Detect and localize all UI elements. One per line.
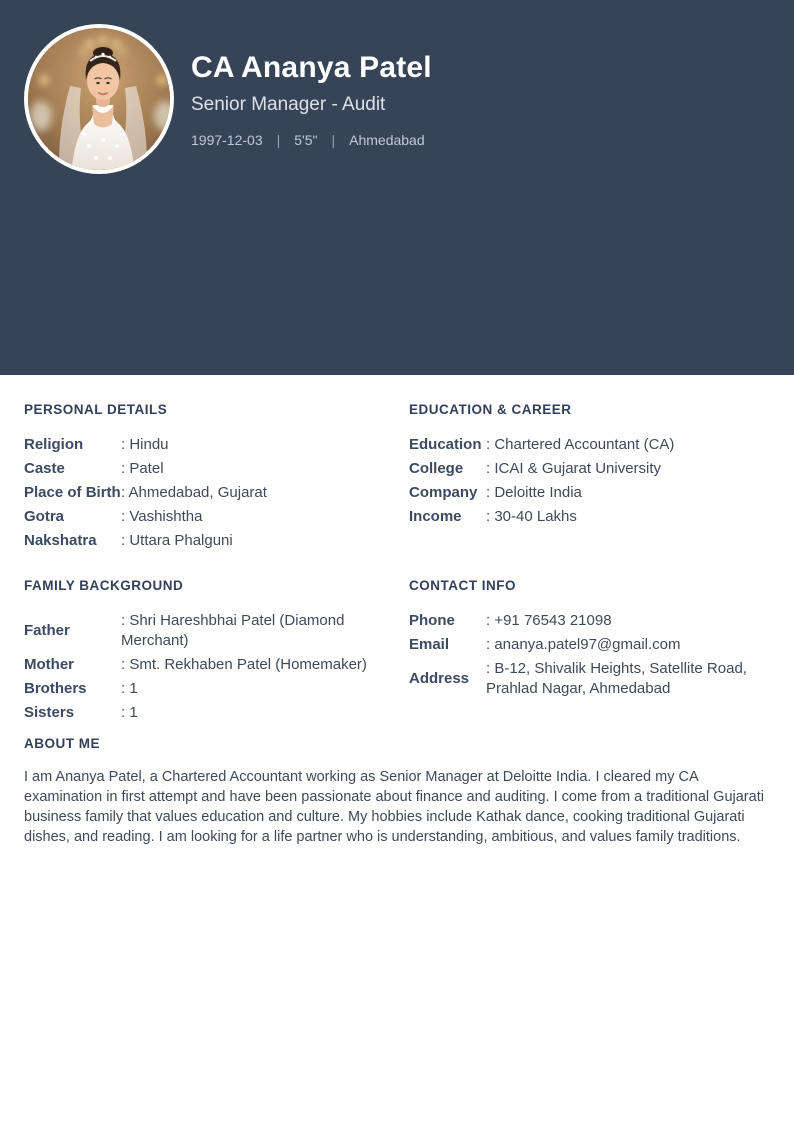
row-label: Company bbox=[409, 484, 478, 501]
meta-divider: | bbox=[276, 132, 281, 149]
row-label: Father bbox=[24, 622, 70, 639]
postal-address: : B-12, Shivalik Heights, Satellite Road, Prahlad Nagar, Ahmedabad bbox=[486, 660, 747, 697]
row-value: : 1 bbox=[121, 680, 138, 697]
detail-row-company bbox=[409, 481, 770, 505]
profile-name: CA Ananya Patel bbox=[191, 51, 432, 84]
row-label: Income bbox=[409, 508, 462, 525]
detail-row-religion bbox=[24, 433, 385, 457]
personal-details-heading: PERSONAL DETAILS bbox=[24, 402, 168, 417]
detail-row-caste bbox=[24, 457, 385, 481]
section-about-me bbox=[24, 735, 770, 847]
detail-row-place-of-birth bbox=[24, 481, 385, 505]
detail-row-father bbox=[24, 609, 385, 653]
contact-info-heading: CONTACT INFO bbox=[409, 578, 516, 593]
detail-row-nakshatra bbox=[24, 529, 385, 553]
detail-row-mother bbox=[24, 653, 385, 677]
profile-meta-row bbox=[191, 132, 425, 149]
row-label: Brothers bbox=[24, 680, 87, 697]
row-label: Mother bbox=[24, 656, 74, 673]
birth-date: 1997-12-03 bbox=[191, 132, 263, 149]
row-label: Email bbox=[409, 636, 450, 653]
education-career-heading: EDUCATION & CAREER bbox=[409, 402, 572, 417]
detail-row-address bbox=[409, 657, 770, 701]
height-value: 5'5" bbox=[294, 132, 318, 149]
detail-row-income bbox=[409, 505, 770, 529]
detail-row-brothers bbox=[24, 677, 385, 701]
meta-divider: | bbox=[331, 132, 336, 149]
row-label: Gotra bbox=[24, 508, 65, 525]
details-grid bbox=[24, 401, 770, 725]
bride-portrait-illustration bbox=[28, 28, 174, 174]
family-background-heading: FAMILY BACKGROUND bbox=[24, 578, 184, 593]
section-personal-details bbox=[24, 401, 385, 553]
row-value: : Hindu bbox=[121, 436, 169, 453]
profile-designation: Senior Manager - Audit bbox=[191, 93, 386, 115]
profile-header bbox=[0, 0, 794, 375]
phone-number: : +91 76543 21098 bbox=[486, 612, 612, 629]
about-me-heading: ABOUT ME bbox=[24, 736, 100, 751]
section-family-background bbox=[24, 577, 385, 725]
detail-row-email bbox=[409, 633, 770, 657]
row-value: : Chartered Accountant (CA) bbox=[486, 436, 675, 453]
detail-row-gotra bbox=[24, 505, 385, 529]
detail-row-education bbox=[409, 433, 770, 457]
row-label: College bbox=[409, 460, 464, 477]
about-me-paragraph: I am Ananya Patel, a Chartered Accountant working as Senior Manager at Deloitte India. I cleared my CA examination in first attempt and have been passionate about finance and auditing. I come from a traditional Gujarati business family that values education and culture. My hobbies include Kathak dance, cooking traditional Gujarati dishes, and reading. I am looking for a life partner who is understanding, ambitious, and values family traditions. bbox=[24, 769, 764, 845]
row-value: : Uttara Phalguni bbox=[121, 532, 233, 549]
row-value: : Patel bbox=[121, 460, 164, 477]
row-label: Caste bbox=[24, 460, 65, 477]
profile-photo bbox=[24, 24, 174, 174]
row-value: : Ahmedabad, Gujarat bbox=[121, 484, 267, 501]
row-value: : 30-40 Lakhs bbox=[486, 508, 577, 525]
row-label: Education bbox=[409, 436, 482, 453]
section-education-career bbox=[409, 401, 770, 553]
section-contact-info bbox=[409, 577, 770, 725]
row-label: Address bbox=[409, 670, 470, 687]
row-label: Sisters bbox=[24, 704, 75, 721]
row-label: Religion bbox=[24, 436, 84, 453]
detail-row-sisters bbox=[24, 701, 385, 725]
row-value: : Smt. Rekhaben Patel (Homemaker) bbox=[121, 656, 367, 673]
row-value: : Shri Hareshbhai Patel (Diamond Merchant) bbox=[121, 612, 345, 649]
row-value: : ICAI & Gujarat University bbox=[486, 460, 662, 477]
row-value: : Deloitte India bbox=[486, 484, 582, 501]
email-address: : ananya.patel97@gmail.com bbox=[486, 636, 681, 653]
header-text-block bbox=[191, 24, 432, 150]
row-label: Nakshatra bbox=[24, 532, 97, 549]
row-label: Phone bbox=[409, 612, 455, 629]
row-value: : 1 bbox=[121, 704, 138, 721]
detail-row-college bbox=[409, 457, 770, 481]
detail-row-phone bbox=[409, 609, 770, 633]
city-value: Ahmedabad bbox=[349, 132, 425, 149]
biodata-content bbox=[0, 375, 794, 847]
row-value: : Vashishtha bbox=[121, 508, 203, 525]
row-label: Place of Birth bbox=[24, 484, 121, 501]
